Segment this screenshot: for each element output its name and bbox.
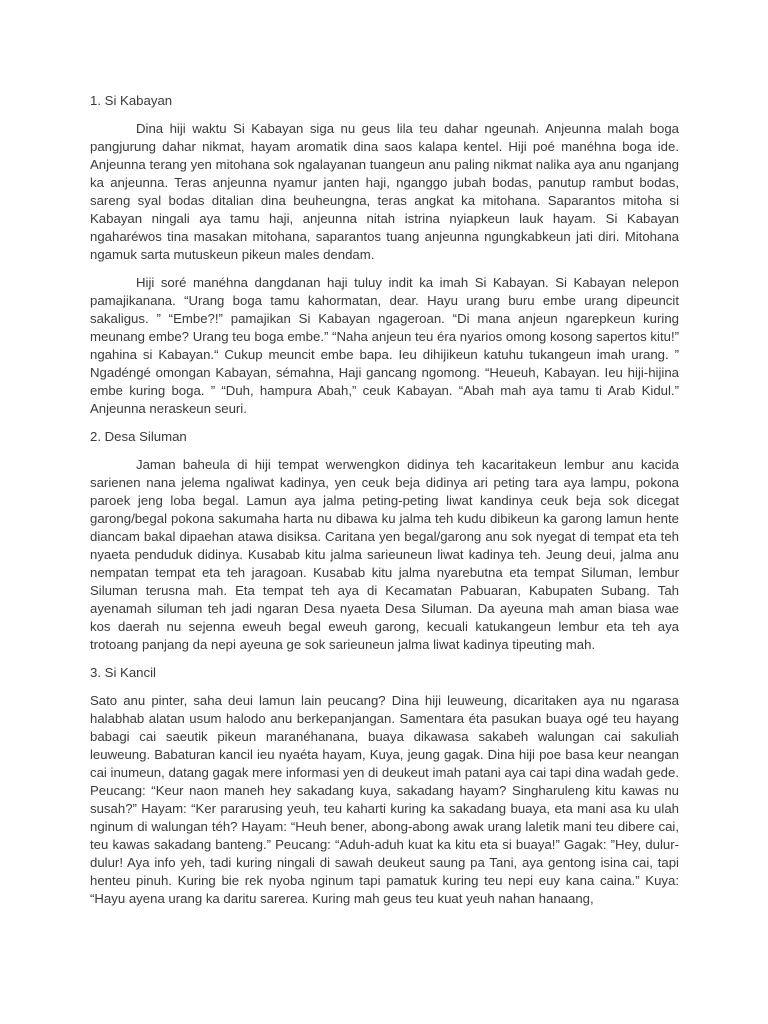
section-heading-si-kancil: 3. Si Kancil (90, 665, 156, 680)
section-heading-desa-siluman: 2. Desa Siluman (90, 429, 187, 444)
paragraph-desa-siluman-1: Jaman baheula di hiji tempat werwengkon didinya teh kacaritakeun lembur anu kacida sarienen nana jelema ngaliwat kadinya, yen ceuk beja didinya ari peting tara aya lampu, pokona paroek jeng loba begal. Lamun aya jalma peting-peting liwat kandinya ceuk beja sok dicegat garong/begal pokona sakumaha harta nu dibawa ku jalma teh kudu dibikeun ka garong lamun hente diancam bakal dipaehan atawa disiksa. Caritana yen begal/garong anu sok nyegat di tempat eta teh nyaeta penduduk didinya. Kusabab kitu jalma sarieuneun liwat kadinya teh. Jeung deui, jalma anu nempatan tempat eta teh jaragoan. Kusabab kitu jalma nyarebutna eta tempat Siluman, lembur Siluman terusna mah. Eta tempat teh aya di Kecamatan Pabuaran, Kabupaten Subang. Tah ayenamah siluman teh jadi ngaran Desa nyaeta Desa Siluman. Da ayeuna mah aman biasa wae kos daerah nu sejenna eweuh begal eweuh garong, kecuali katukangeun lembur eta teh aya trotoang panjang da nepi ayeuna ge sok sarieuneun jalma liwat kadinya tipeuting mah. (90, 457, 679, 652)
section-heading-si-kabayan: 1. Si Kabayan (90, 93, 173, 108)
document-page (90, 82, 679, 918)
paragraph-si-kabayan-2: Hiji soré manéhna dangdanan haji tuluy indit ka imah Si Kabayan. Si Kabayan nelepon pamajikanana. “Urang boga tamu kahormatan, dear. Hayu urang buru embe urang dipeuncit sakaligus. ” “Embe?!” pamajikan Si Kabayan ngageroan. “Di mana anjeun ngarepkeun kuring meunang embe? Urang teu boga embe.” “Naha anjeun teu éra nyarios omong kosong sapertos kitu!” ngahina si Kabayan.“ Cukup meuncit embe bapa. Ieu dihijikeun katuhu tukangeun imah urang. ” Ngadéngé omongan Kabayan, sémahna, Haji gancang ngomong. “Heueuh, Kabayan. Ieu hiji-hijina embe kuring boga. ” “Duh, hampura Abah,” ceuk Kabayan. “Abah mah aya tamu ti Arab Kidul.” Anjeunna neraskeun seuri. (90, 275, 679, 416)
paragraph-si-kancil-1: Sato anu pinter, saha deui lamun lain peucang? Dina hiji leuweung, dicaritaken aya nu ngarasa halabhab alatan usum halodo anu berkepanjangan. Samentara éta pasukan buaya ogé teu hayang babagi cai saeutik pikeun maranéhanana, buaya dikawasa sakabeh walungan cai sakuliah leuweung. Babaturan kancil ieu nyaéta hayam, Kuya, jeung gagak. Dina hiji poe basa keur neangan cai inumeun, datang gagak mere informasi yen di deukeut imah patani aya cai tapi dina wadah gede. Peucang: “Keur naon maneh hey sakadang kuya, sakadang hayam? Singharuleng kitu kawas nu susah?” Hayam: “Ker pararusing yeuh, teu kaharti kuring ka sakadang buaya, eta mani asa ku ulah nginum di walungan téh? Hayam: “Heuh bener, abong-abong awak urang laletik mani teu dibere cai, teu kawas sakadang banteng.” Peucang: “Aduh-aduh kuat ka kitu eta si buaya!” Gagak: ”Hey, dulur-dulur! Aya info yeh, tadi kuring ningali di sawah deukeut saung pa Tani, aya gentong isina cai, tapi henteu pinuh. Kuring bie rek nyoba nginum tapi pamatuk kuring teu nepi euy kana caina.” Kuya: “Hayu ayena urang ka daritu sarerea. Kuring mah geus teu kuat yeuh nahan hanaang, (90, 693, 679, 906)
paragraph-si-kabayan-1: Dina hiji waktu Si Kabayan siga nu geus lila teu dahar ngeunah. Anjeunna malah boga pangjurung dahar nikmat, hayam aromatik dina saos kalapa kentel. Hiji poé manéhna boga ide. Anjeunna terang yen mitohana sok ngalayanan tuangeun anu paling nikmat nalika aya anu nganjang ka anjeunna. Teras anjeunna nyamur janten haji, nganggo jubah bodas, panutup rambut bodas, sareng syal bodas ditalian dina beuheungna, teras angkat ka mitohana. Saparantos mitoha si Kabayan ningali aya tamu haji, anjeunna nitah istrina nyiapkeun lauk hayam. Si Kabayan ngaharéwos tina masakan mitohana, saparantos tuang anjeunna ngungkabkeun jati diri. Mitohana ngamuk sarta mutuskeun pikeun males dendam. (90, 121, 679, 262)
